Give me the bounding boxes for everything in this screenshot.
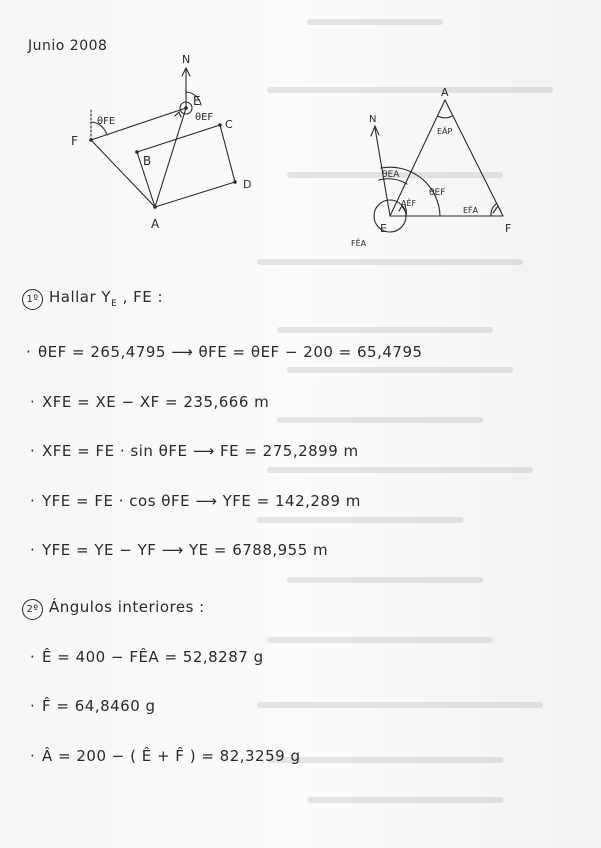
segment-fa xyxy=(91,140,155,207)
calc-line-4: · YFE = FE · cos θFE ⟶ YFE = 142,289 m xyxy=(30,492,361,510)
calc-line-5-text: YFE = YE − YF ⟶ YE = 6788,955 m xyxy=(42,541,329,559)
segment-ae xyxy=(155,108,186,207)
label-fea: FÊA xyxy=(351,239,367,248)
arrowhead-efa xyxy=(493,206,501,213)
label-angle-ef: θEF xyxy=(195,112,214,123)
angle-line-2-text: F̂ = 64,8460 g xyxy=(42,697,156,715)
label-e: E xyxy=(193,94,201,108)
segment-cd xyxy=(220,125,235,182)
label-eap: EÂP xyxy=(437,127,453,136)
label-a-right: A xyxy=(441,86,449,99)
calc-line-5: · YFE = YE − YF ⟶ YE = 6788,955 m xyxy=(30,541,329,559)
angle-line-3-text: Â = 200 − ( Ê + F̂ ) = 82,3259 g xyxy=(42,747,301,765)
label-c: C xyxy=(225,118,233,131)
label-efa: EF̂A xyxy=(463,206,479,215)
calc-line-1: · θEF = 265,4795 ⟶ θFE = θEF − 200 = 65,4795 xyxy=(26,343,423,361)
calc-line-3-text: XFE = FE · sin θFE ⟶ FE = 275,2899 m xyxy=(42,442,359,460)
section-2-title: Ángulos interiores : xyxy=(49,598,205,616)
label-a: A xyxy=(151,217,160,231)
angle-line-1-text: Ê = 400 − FÊA = 52,8287 g xyxy=(42,648,264,666)
section-1-title-rest: , FE : xyxy=(117,288,164,306)
right-sketch xyxy=(345,80,535,250)
angle-line-3: · Â = 200 − ( Ê + F̂ ) = 82,3259 g xyxy=(30,747,301,765)
arc-eap xyxy=(438,116,452,118)
section-2-heading xyxy=(22,598,205,620)
label-d: D xyxy=(243,178,252,191)
angle-line-1: · Ê = 400 − FÊA = 52,8287 g xyxy=(30,648,264,666)
label-angle-fe: θFE xyxy=(97,116,116,127)
arrowhead-ae xyxy=(175,112,181,117)
label-f: F xyxy=(71,134,78,148)
section-2-number: 2º xyxy=(22,599,43,620)
label-e-right: E xyxy=(380,222,387,235)
segment-ad xyxy=(155,182,235,207)
segment-af xyxy=(445,100,503,216)
segment-bc xyxy=(137,125,220,152)
label-theta-ea: θEA xyxy=(382,170,400,180)
label-north: N xyxy=(182,53,191,66)
section-1-title-sub: E xyxy=(111,299,118,309)
label-aef: AÊF xyxy=(401,199,417,208)
label-f-right: F xyxy=(505,222,512,235)
label-theta-ef: θEF xyxy=(429,188,446,198)
calc-line-2: · XFE = XE − XF = 235,666 m xyxy=(30,393,270,411)
section-1-heading xyxy=(22,288,163,310)
label-b: B xyxy=(143,154,152,168)
section-1-number: 1º xyxy=(22,289,43,310)
section-1-title: Hallar Y xyxy=(49,288,112,306)
angle-line-2: · F̂ = 64,8460 g xyxy=(30,697,156,715)
label-north-right: N xyxy=(369,114,377,125)
calc-line-3: · XFE = FE · sin θFE ⟶ FE = 275,2899 m xyxy=(30,442,359,460)
date-heading: Junio 2008 xyxy=(28,38,108,54)
left-sketch xyxy=(55,50,295,240)
calc-line-1-text: θEF = 265,4795 ⟶ θFE = θEF − 200 = 65,4795 xyxy=(38,343,423,361)
calc-line-4-text: YFE = FE · cos θFE ⟶ YFE = 142,289 m xyxy=(42,492,361,510)
calc-line-2-text: XFE = XE − XF = 235,666 m xyxy=(42,393,270,411)
